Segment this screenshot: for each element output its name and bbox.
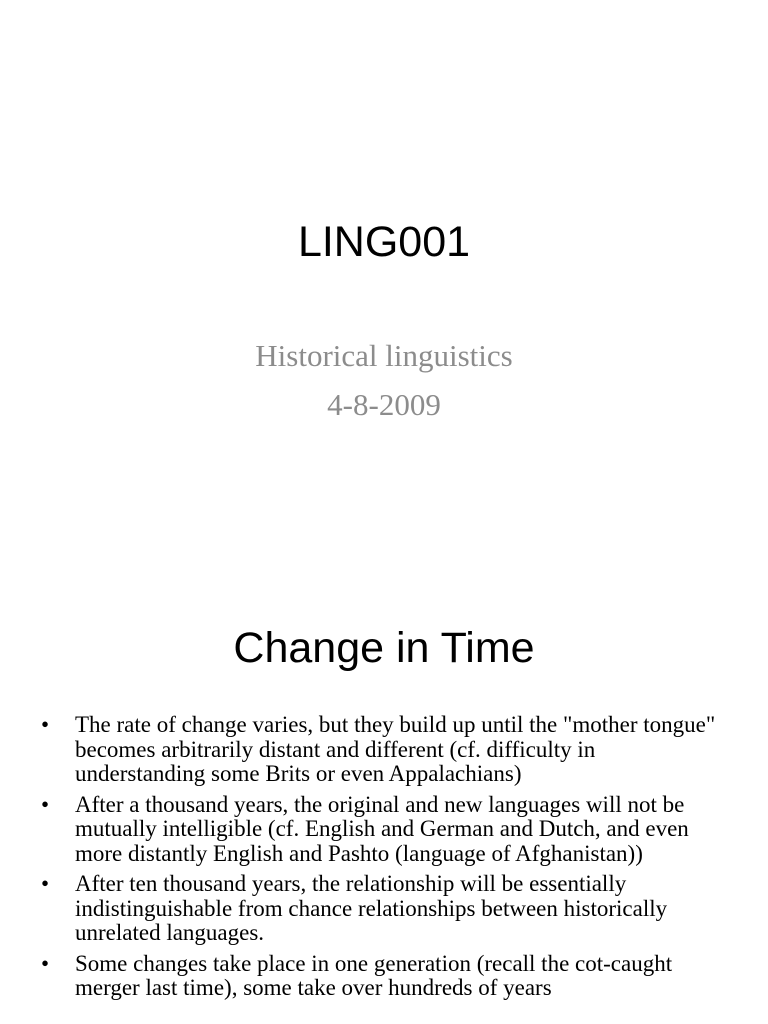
bullet-icon: •	[41, 712, 50, 737]
bullet-icon: •	[41, 950, 50, 976]
bullet-item	[0, 952, 768, 1001]
bullet-item	[0, 713, 768, 787]
bullet-item	[0, 793, 768, 867]
slide-title: LING001	[297, 218, 471, 266]
bullet-text: The rate of change varies, but they build up until the "mother tongue" becomes arbitrarily distant and different (cf. difficulty in understanding some Brits or even Appalachians)	[75, 712, 716, 786]
content-slide	[0, 576, 768, 1024]
subtitle-topic: Historical linguistics	[255, 338, 513, 373]
bullet-text: Some changes take place in one generation (recall the cot-caught merger last time), some take over hundreds of years	[75, 950, 673, 1000]
slide-subtitle	[0, 331, 768, 429]
slide-title: Change in Time	[233, 624, 535, 672]
bullet-icon: •	[41, 791, 50, 817]
bullet-list	[0, 713, 768, 1007]
bullet-icon: •	[41, 871, 50, 896]
bullet-item	[0, 872, 768, 946]
bullet-text: After a thousand years, the original and new languages will not be mutually intelligible (cf. English and German and Dutch, and even more distantly English and Pashto (language of Afghanistan))	[75, 791, 689, 866]
bullet-text: After ten thousand years, the relationship will be essentially indistinguishable from chance relationships between historically unrelated languages.	[75, 871, 668, 945]
subtitle-date: 4-8-2009	[327, 387, 441, 422]
